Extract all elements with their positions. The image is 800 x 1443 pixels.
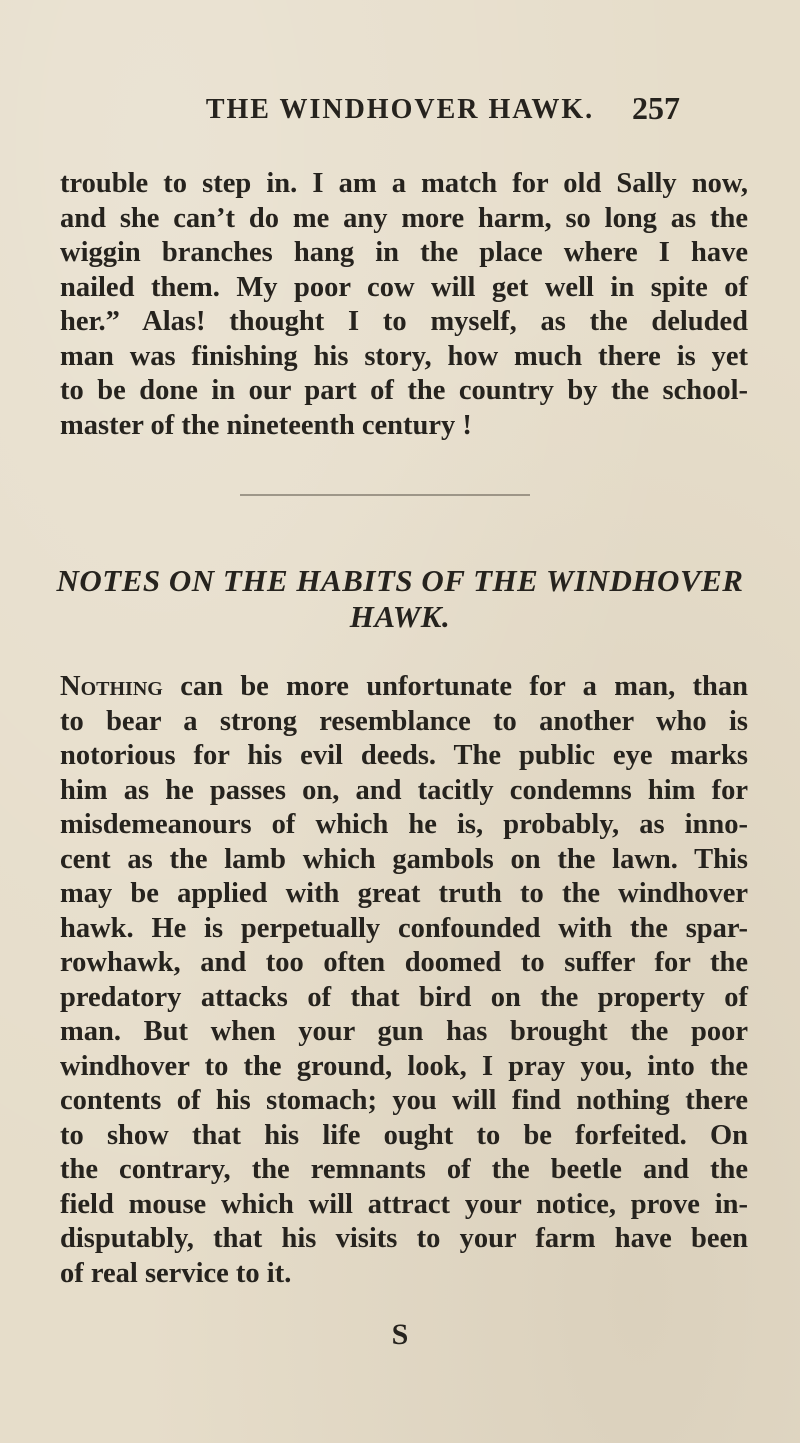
text-line: may be applied with great truth to the windhover	[60, 878, 748, 909]
text-line: nailed them. My poor cow will get well in spite of	[60, 271, 748, 303]
text-line: disputably, that his visits to your farm have been	[60, 1223, 748, 1254]
paragraph-body	[60, 670, 748, 1291]
opening-word: Nothing	[60, 671, 163, 702]
page-number: 257	[632, 90, 680, 126]
heading-line: HAWK.	[349, 599, 451, 634]
text-line: contents of his stomach; you will find nothing there	[60, 1085, 748, 1116]
text-line: her.” Alas! thought I to myself, as the deluded	[60, 306, 748, 337]
text-line: hawk. He is perpetually confounded with the spar-	[60, 912, 748, 944]
text-line: rowhawk, and too often doomed to suffer for the	[60, 947, 748, 978]
signature-mark: S	[391, 1318, 409, 1351]
heading-line: NOTES ON THE HABITS OF THE WINDHOVER	[56, 563, 744, 598]
text-line: trouble to step in. I am a match for old Sally now,	[60, 168, 748, 199]
text-line: predatory attacks of that bird on the property of	[60, 981, 748, 1013]
text-line: man was finishing his story, how much there is yet	[60, 340, 748, 372]
text-line: cent as the lamb which gambols on the lawn. This	[60, 843, 748, 875]
text-line-first	[60, 670, 748, 705]
text-line: to show that his life ought to be forfeited. On	[60, 1119, 748, 1151]
section-heading	[40, 563, 760, 635]
text-line: of real service to it.	[60, 1257, 292, 1289]
text-line: the contrary, the remnants of the beetle and the	[60, 1154, 748, 1185]
text-line: field mouse which will attract your notice, prove in-	[60, 1188, 748, 1220]
text-line: man. But when your gun has brought the poor	[60, 1016, 748, 1047]
paragraph-continued	[60, 167, 748, 443]
text-line: and she can’t do me any more harm, so long as the	[60, 202, 748, 234]
text-line: notorious for his evil deeds. The public eye marks	[60, 740, 748, 771]
text-line: him as he passes on, and tacitly condemns him for	[60, 774, 748, 806]
running-head: THE WINDHOVER HAWK.	[205, 94, 595, 125]
text-line: wiggin branches hang in the place where I have	[60, 237, 748, 268]
text-line: to bear a strong resemblance to another who is	[60, 705, 748, 737]
text-line: to be done in our part of the country by the school-	[60, 375, 748, 406]
text-line: windhover to the ground, look, I pray you, into the	[60, 1050, 748, 1082]
text-line: master of the nineteenth century !	[60, 409, 472, 441]
section-divider	[240, 494, 530, 496]
text-line: misdemeanours of which he is, probably, as inno-	[60, 809, 748, 840]
text-line-rest: can be more unfortunate for a man, than	[162, 671, 748, 702]
